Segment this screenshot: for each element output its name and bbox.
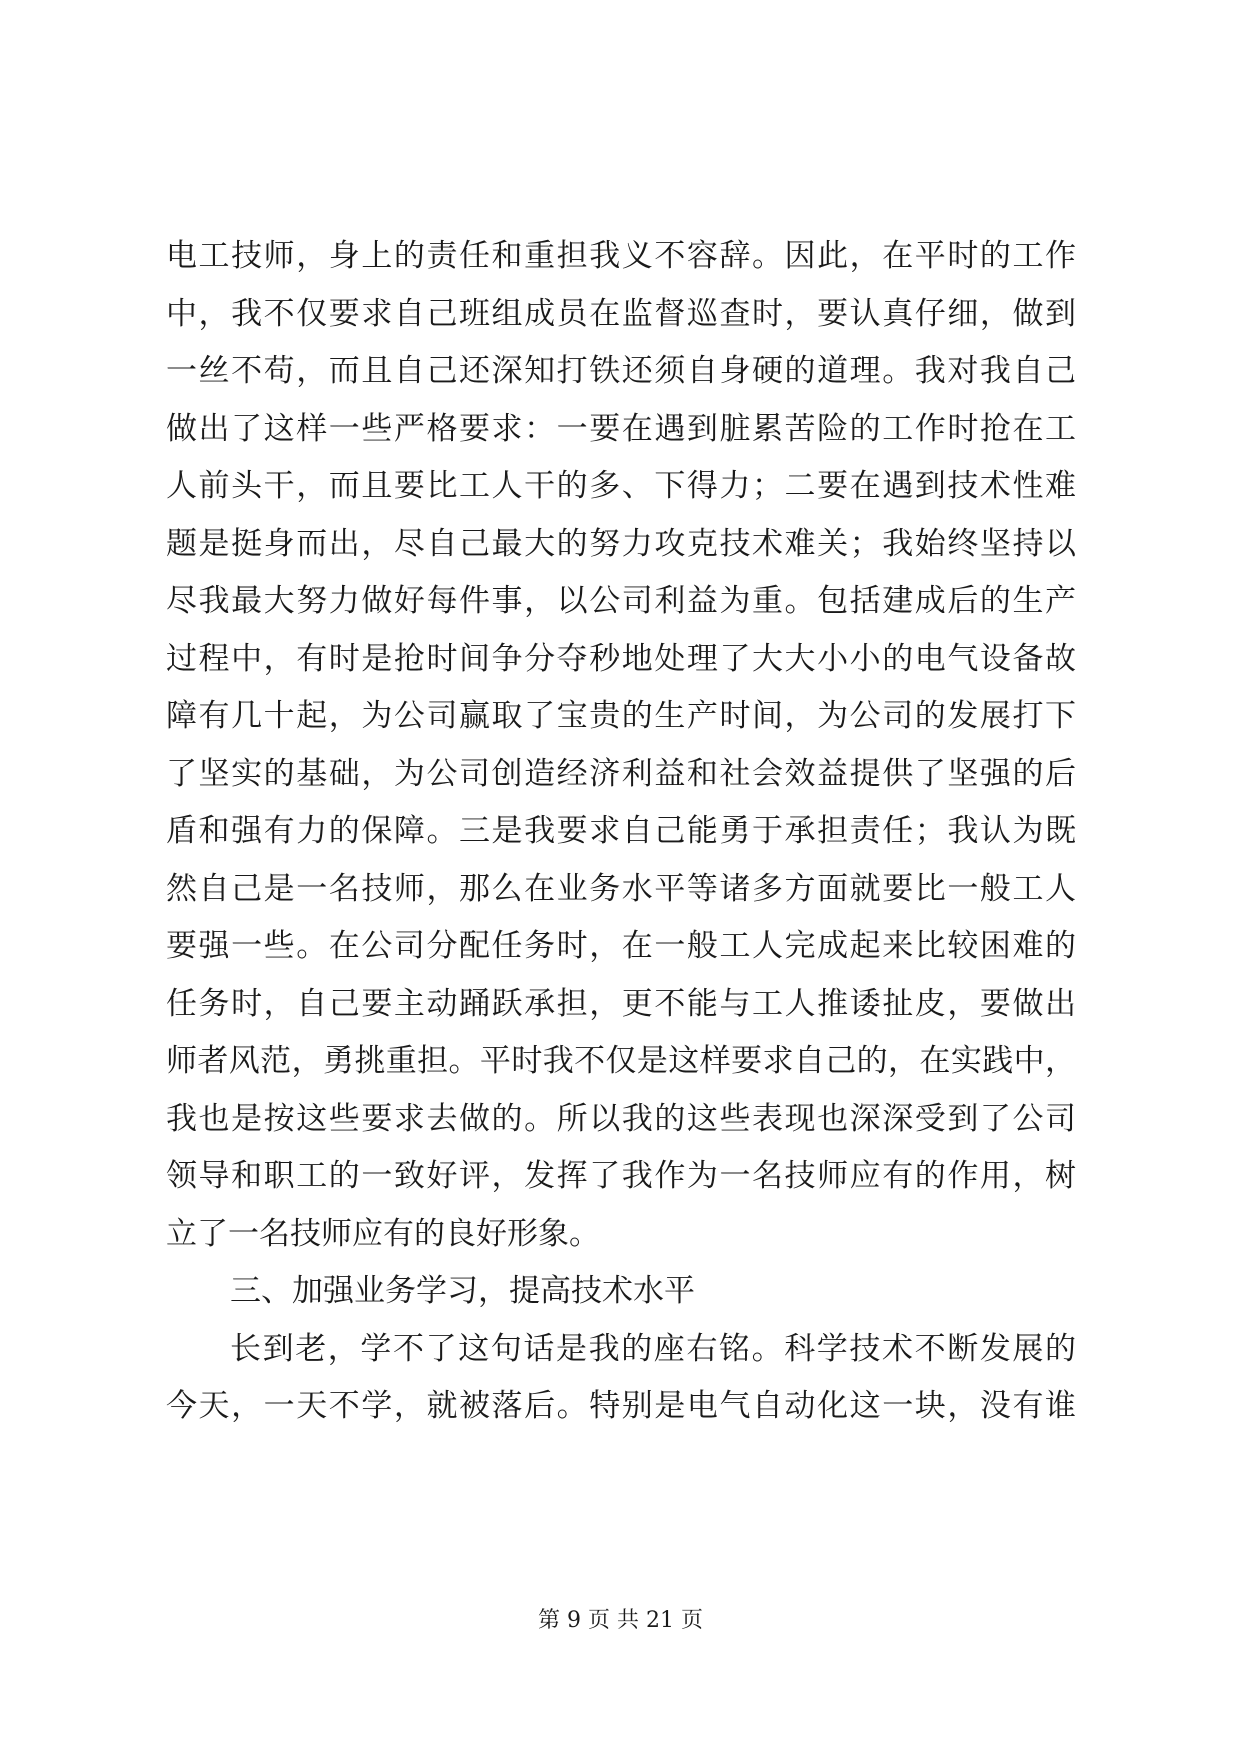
section-heading: 三、加强业务学习，提高技术水平 [230,1273,695,1309]
text-line-10: 了坚实的基础，为公司创造经济利益和社会效益提供了坚强的后 [166,755,1076,792]
text-line-2: 中，我不仅要求自己班组成员在监督巡查时，要认真仔细，做到 [166,295,1076,332]
text-line-17: 领导和职工的一致好评，发挥了我作为一名技师应有的作用，树 [166,1158,1076,1194]
text-line-14: 任务时，自己要主动踊跃承担，更不能与工人推诿扯皮，要做出 [166,985,1076,1022]
text-line-18: 立了一名技师应有的良好形象。 [166,1215,600,1252]
text-line-16: 我也是按这些要求去做的。所以我的这些表现也深深受到了公司 [166,1100,1076,1137]
text-line-8: 过程中，有时是抢时间争分夺秒地处理了大大小小的电气设备故 [166,640,1076,677]
text-line-20: 长到老，学不了这句话是我的座右铭。科学技术不断发展的 [230,1330,1076,1367]
text-line-12: 然自己是一名技师，那么在业务水平等诸多方面就要比一般工人 [166,870,1076,907]
text-line-6: 题是挺身而出，尽自己最大的努力攻克技术难关；我始终坚持以 [166,525,1076,562]
text-line-5: 人前头干，而且要比工人干的多、下得力；二要在遇到技术性难 [166,468,1076,504]
text-line-4: 做出了这样一些严格要求：一要在遇到脏累苦险的工作时抢在工 [166,410,1076,447]
text-line-21: 今天，一天不学，就被落后。特别是电气自动化这一块，没有谁 [166,1388,1076,1424]
text-line-11: 盾和强有力的保障。三是我要求自己能勇于承担责任；我认为既 [166,813,1076,849]
text-line-1: 电工技师，身上的责任和重担我义不容辞。因此，在平时的工作 [166,238,1076,274]
text-line-15: 师者风范，勇挑重担。平时我不仅是这样要求自己的，在实践中， [166,1043,1076,1079]
text-line-7: 尽我最大努力做好每件事，以公司利益为重。包括建成后的生产 [166,583,1076,619]
body-text [166,228,1076,1436]
text-line-9: 障有几十起，为公司赢取了宝贵的生产时间，为公司的发展打下 [166,698,1076,734]
page-number-footer: 第 9 页 共 21 页 [538,1608,703,1633]
text-line-3: 一丝不苟，而且自己还深知打铁还须自身硬的道理。我对我自己 [166,353,1076,389]
text-line-13: 要强一些。在公司分配任务时，在一般工人完成起来比较困难的 [166,928,1076,964]
